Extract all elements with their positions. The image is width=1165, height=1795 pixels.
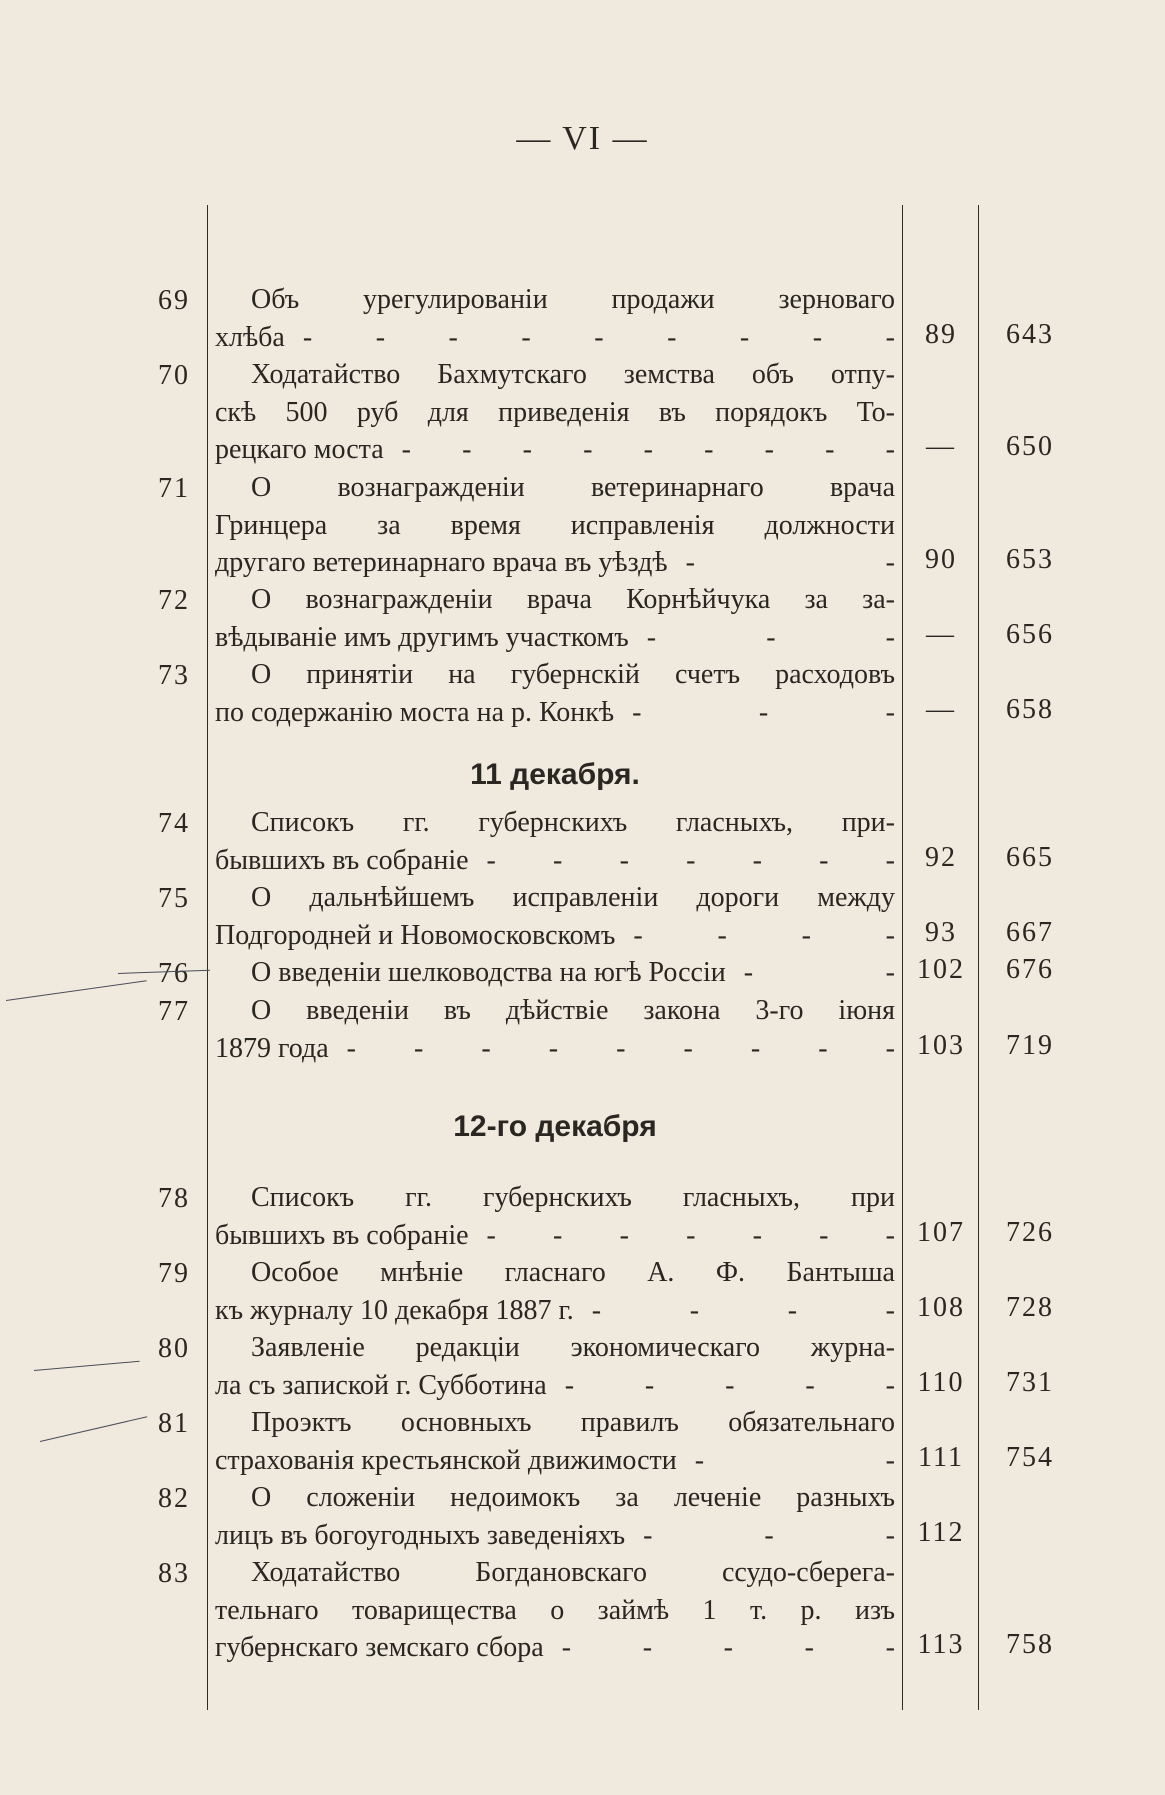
entry-number: 76 — [158, 958, 190, 989]
entry-title-text: страхованія крестьянской движимости — [215, 1444, 677, 1476]
dot-leader: - - - - - — [564, 1369, 895, 1401]
entry-title-line — [215, 544, 895, 582]
entry-title-text: бывшихъ въ собраніе — [215, 1219, 469, 1251]
entry-title-line — [215, 842, 895, 880]
entry-title-line: скѣ 500 руб для приведенія въ порядокъ То- — [215, 396, 895, 428]
entry-title — [215, 356, 895, 469]
entry-title-text: вѣдываніе имъ другимъ участкомъ — [215, 621, 629, 653]
entry-title-line — [215, 954, 895, 992]
entry-title-line — [215, 319, 895, 357]
entry-title-line — [215, 1517, 895, 1555]
entry-title-line: Списокъ гг. губернскихъ гласныхъ, при — [251, 1182, 895, 1213]
dot-leader: - - - - — [591, 1294, 895, 1326]
entry-title-line: О сложеніи недоимокъ за леченіе разныхъ — [251, 1482, 895, 1513]
entry-number: 83 — [158, 1558, 190, 1589]
entry-title-line — [215, 619, 895, 657]
entry-title-text: по содержанію моста на р. Конкѣ — [215, 696, 615, 728]
entry-title-line: Ходатайство Богдановскаго ссудо-сберега- — [251, 1557, 895, 1588]
entry-number: 75 — [158, 883, 190, 914]
pen-mark — [40, 1416, 147, 1442]
entry-title-text: О введеніи шелководства на югѣ Россіи — [251, 957, 726, 988]
entry-title-line: О введеніи въ дѣйствіе закона 3-го іюня — [251, 995, 895, 1026]
dot-leader: - - - - - - - - - — [346, 1032, 895, 1064]
entry-number: 74 — [158, 808, 190, 839]
entry-title — [215, 656, 895, 731]
page-ref-second: 726 — [1006, 1216, 1054, 1248]
entry-title — [215, 1554, 895, 1667]
dot-leader: - - - — [646, 621, 895, 653]
dot-leader: - - — [743, 957, 895, 988]
entry-title — [215, 469, 895, 582]
dot-leader: - - - - - - - — [486, 1219, 895, 1251]
page-ref-first: 90 — [925, 544, 957, 575]
dot-leader: - - - - - - - — [486, 844, 895, 876]
page-ref-first: 89 — [925, 318, 957, 350]
entry-title-line: Особое мнѣніе гласнаго А. Ф. Бантыша — [251, 1257, 895, 1288]
page-ref-first: 92 — [925, 841, 957, 873]
page-ref-second: 731 — [1006, 1366, 1054, 1398]
page-ref-first: 102 — [917, 954, 965, 985]
page-ref-second: 656 — [1006, 618, 1054, 650]
entry-number: 73 — [158, 660, 190, 691]
dot-leader: - - — [685, 547, 895, 578]
pen-mark — [6, 980, 147, 1001]
column-rule-middle — [902, 205, 903, 1710]
entry-title-text: Подгородней и Новомосковскомъ — [215, 919, 616, 951]
entry-title-line: тельнаго товарищества о займѣ 1 т. р. изъ — [215, 1594, 895, 1626]
dot-leader: - - - - - — [561, 1632, 895, 1663]
entry-title-line: О дальнѣйшемъ исправленіи дороги между — [251, 882, 895, 913]
entry-title-text: бывшихъ въ собраніе — [215, 844, 469, 876]
page-ref-second: 728 — [1006, 1291, 1054, 1323]
entry-title-text: къ журналу 10 декабря 1887 г. — [215, 1294, 574, 1326]
entry-title-line — [215, 1629, 895, 1667]
entry-title — [215, 1179, 895, 1254]
dot-leader: - - - — [643, 1519, 895, 1551]
entry-title-line — [215, 917, 895, 955]
page-ref-second: 719 — [1006, 1029, 1054, 1061]
entry-title-text: ла съ запиской г. Субботина — [215, 1369, 547, 1401]
page-ref-first: 103 — [917, 1029, 965, 1061]
dot-leader: - - - - - - - - - — [302, 321, 895, 353]
entry-number: 70 — [158, 360, 190, 391]
entry-title-line: О принятіи на губернскій счетъ расходовъ — [251, 659, 895, 690]
entry-title — [215, 804, 895, 879]
page-ref-first: 93 — [925, 916, 957, 948]
entry-title — [215, 1479, 895, 1554]
page-ref-first: 108 — [917, 1291, 965, 1323]
entry-number: 82 — [158, 1483, 190, 1514]
entry-title-line: Гринцера за время исправленія должности — [215, 509, 895, 541]
page-ref-first: 112 — [917, 1516, 965, 1548]
entry-number: 77 — [158, 996, 190, 1027]
entry-number: 72 — [158, 585, 190, 616]
page-ref-first: — — [926, 618, 956, 650]
entry-number: 81 — [158, 1408, 190, 1439]
page-ref-first: — — [926, 431, 956, 462]
entry-title-line — [215, 431, 895, 469]
entry-number: 79 — [158, 1258, 190, 1289]
page-ref-second: 667 — [1006, 916, 1054, 948]
page-ref-first: 113 — [917, 1629, 965, 1660]
entry-title-text: рецкаго моста — [215, 434, 384, 465]
entry-title — [215, 1254, 895, 1329]
entry-title-line — [215, 1442, 895, 1480]
entry-title-line: Списокъ гг. губернскихъ гласныхъ, при- — [251, 807, 895, 838]
section-date: 12-го декабря — [453, 1110, 657, 1143]
page-ref-second: 650 — [1006, 431, 1054, 462]
dot-leader: - - — [694, 1444, 895, 1476]
column-rule-right — [978, 205, 979, 1710]
dot-leader: - - - - - - - - - — [401, 434, 895, 465]
section-date: 11 декабря. — [470, 758, 640, 791]
page-ref-first: 107 — [917, 1216, 965, 1248]
page-ref-second: 758 — [1006, 1629, 1054, 1660]
page-header: — VI — — [516, 120, 649, 157]
page-ref-first: 111 — [918, 1441, 964, 1473]
entry-title-line: О вознагражденіи врача Корнѣйчука за за- — [251, 584, 895, 615]
entry-title — [215, 954, 895, 992]
page-ref-first: 110 — [917, 1366, 965, 1398]
entry-title — [215, 1329, 895, 1404]
entry-number: 71 — [158, 473, 190, 504]
entry-title-line: Заявленіе редакціи экономическаго журна- — [251, 1332, 895, 1363]
dot-leader: - - - — [632, 696, 895, 728]
pen-mark — [34, 1361, 140, 1371]
entry-title-line — [215, 1367, 895, 1405]
entry-number: 69 — [158, 285, 190, 316]
entry-title — [215, 581, 895, 656]
page-ref-second: 643 — [1006, 318, 1054, 350]
entry-number: 80 — [158, 1333, 190, 1364]
page-ref-second: 665 — [1006, 841, 1054, 873]
entry-title-line: Проэктъ основныхъ правилъ обязательнаго — [251, 1407, 895, 1438]
entry-title-text: другаго ветеринарнаго врача въ уѣздѣ — [215, 547, 668, 578]
entry-title-line — [215, 1217, 895, 1255]
column-rule-left — [207, 205, 208, 1710]
entry-title-text: 1879 года — [215, 1032, 329, 1064]
page-ref-second: 653 — [1006, 544, 1054, 575]
entry-title — [215, 879, 895, 954]
entry-title-line: Объ урегулированіи продажи зерноваго — [251, 284, 895, 315]
page-ref-first: — — [926, 693, 956, 725]
page-ref-second: 754 — [1006, 1441, 1054, 1473]
entry-title — [215, 281, 895, 356]
dot-leader: - - - - — [633, 919, 895, 951]
page-ref-second: 676 — [1006, 954, 1054, 985]
entry-title — [215, 1404, 895, 1479]
entry-title-text: губернскаго земскаго сбора — [215, 1632, 544, 1663]
entry-title-line: О вознагражденіи ветеринарнаго врача — [251, 472, 895, 503]
entry-title-line — [215, 1030, 895, 1068]
entry-number: 78 — [158, 1183, 190, 1214]
entry-title-text: лицъ въ богоугодныхъ заведеніяхъ — [215, 1519, 626, 1551]
entry-title-line — [215, 1292, 895, 1330]
entry-title-text: хлѣба — [215, 321, 285, 353]
entry-title-line: Ходатайство Бахмутскаго земства объ отпу- — [251, 359, 895, 390]
entry-title-line — [215, 694, 895, 732]
entry-title — [215, 992, 895, 1067]
page-ref-second: 658 — [1006, 693, 1054, 725]
